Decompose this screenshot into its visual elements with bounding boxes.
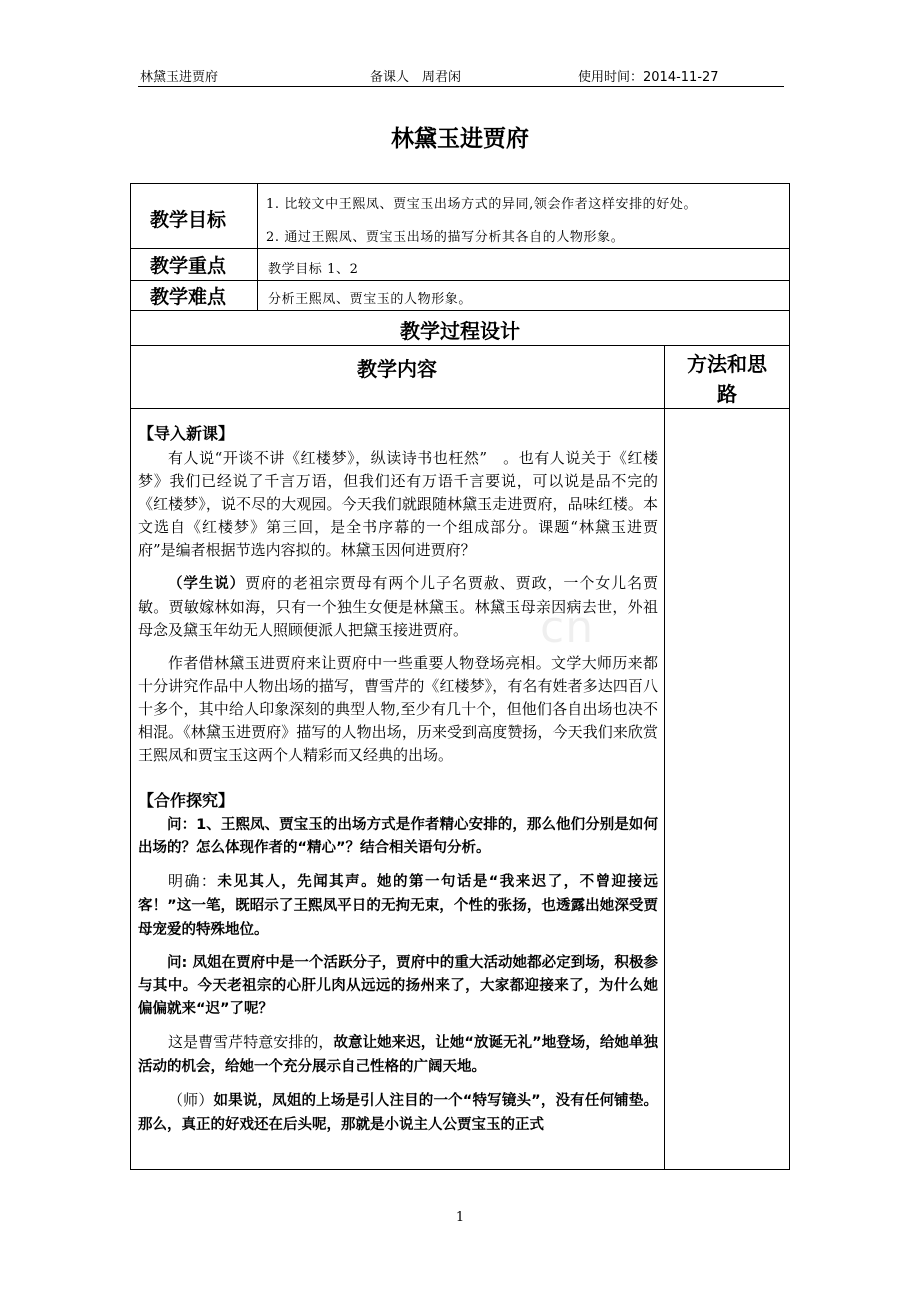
- page-title: 林黛玉进贾府: [391, 126, 529, 152]
- table-border-top: [130, 183, 790, 184]
- lesson-content: [138, 422, 658, 1166]
- section-heading-intro: 【导入新课】: [138, 424, 235, 443]
- table-rule: [130, 310, 790, 311]
- paragraph-author: 作者借林黛玉进贾府来让贾府中一些重要人物登场亮相。文学大师历来都十分讲究作品中人物出场的描写，曹雪芹的《红楼梦》，有名有姓者多达四百八十多个，其中给人印象深刻的典型人物,至少有几十个，但他们各自出场也决不相混。《林黛玉进贾府》描写的人物出场，历来受到高度赞扬，今天我们来欣赏王熙凤和贾宝玉这两个人精彩而又经典的出场。: [138, 654, 658, 764]
- header-preparer: 备课人 周君闲: [370, 70, 462, 85]
- paragraph-teacher-lead: （师）: [168, 1091, 214, 1109]
- answer-1-lead: 明确：: [168, 872, 218, 890]
- table-rule: [130, 248, 790, 249]
- question-1: 问：1、王熙凤、贾宝玉的出场方式是作者精心安排的，那么他们分别是如何出场的？怎么体现作者的“精心”？结合相关语句分析。: [138, 817, 658, 856]
- paragraph-teacher-body: 如果说，凤姐的上场是引人注目的一个“特写镜头”，没有任何铺垫。那么，真正的好戏还在后头呢，那就是小说主人公贾宝玉的正式: [138, 1093, 658, 1133]
- table-rule: [130, 345, 790, 346]
- key-label: 教学重点: [150, 255, 227, 277]
- section-heading-inquiry: 【合作探究】: [138, 791, 235, 810]
- process-header: 教学过程设计: [400, 319, 520, 343]
- header-date: 使用时间：2014-11-27: [578, 70, 719, 85]
- table-border-bottom: [130, 1169, 790, 1170]
- table-label-divider: [257, 183, 258, 311]
- answer-1: [138, 870, 658, 942]
- paragraph-student-lead: （学生说）: [168, 576, 246, 592]
- method-column-header: [665, 349, 789, 409]
- key-text: 教学目标 1、2: [268, 262, 359, 277]
- header-doc-title: 林黛玉进贾府: [140, 70, 219, 85]
- answer-2-lead: 这是曹雪芹特意安排的，: [168, 1033, 334, 1051]
- question-2: 问: 凤姐在贾府中是一个活跃分子，贾府中的重大活动她都必定到场，积极参与其中。今天老祖宗的心肝儿肉从远远的扬州来了，大家都迎接来了，为什么她偏偏就来“迟”了呢？: [138, 955, 658, 1017]
- paragraph-teacher: [138, 1089, 658, 1137]
- answer-1-body: 未见其人，先闻其声。她的第一句话是“我来迟了，不曾迎接远客！”这一笔，既昭示了王熙凤平日的无拘无束，个性的张扬，也透露出她深受贾母宠爱的特殊地位。: [138, 874, 658, 938]
- page-number: 1: [455, 1210, 465, 1225]
- paragraph-student-body: 贾府的老祖宗贾母有两个儿子名贾赦、贾政，一个女儿名贾敏。贾敏嫁林如海，只有一个独生女便是林黛玉。林黛玉母亲因病去世，外祖母念及黛玉年幼无人照顾便派人把黛玉接进贾府。: [138, 574, 658, 639]
- answer-2-body: 故意让她来迟，让她“放诞无礼”地登场，给她单独活动的机会，给她一个充分展示自己性格的广阔天地。: [138, 1035, 658, 1075]
- table-rule: [130, 280, 790, 281]
- difficulty-text: 分析王熙凤、贾宝玉的人物形象。: [268, 292, 473, 307]
- paragraph-intro: 有人说“开谈不讲《红楼梦》，纵读诗书也枉然” 。也有人说关于《红楼梦》我们已经说了千言万语，但我们还有万语千言要说，可以说是品不完的《红楼梦》，说不尽的大观园。今天我们就跟随林黛玉走进贾府，品味红楼。本文选自《红楼梦》第三回，是全书序幕的一个组成部分。课题“林黛玉进贾府”是编者根据节选内容拟的。林黛玉因何进贾府？: [138, 449, 658, 559]
- method-header-line-1: 方法和思: [687, 352, 767, 376]
- difficulty-label: 教学难点: [150, 286, 227, 308]
- content-column-header: 教学内容: [357, 357, 437, 381]
- goal-item-1: 1. 比较文中王熙凤、贾宝玉出场方式的异同,领会作者这样安排的好处。: [266, 197, 698, 212]
- table-method-divider: [664, 345, 665, 1170]
- watermark: cn: [540, 602, 595, 653]
- page-header: [138, 66, 784, 87]
- goal-item-2: 2. 通过王熙凤、贾宝玉出场的描写分析其各自的人物形象。: [266, 230, 625, 245]
- goal-label: 教学目标: [150, 209, 227, 231]
- method-header-line-2: 路: [717, 382, 737, 406]
- answer-2: [138, 1031, 658, 1079]
